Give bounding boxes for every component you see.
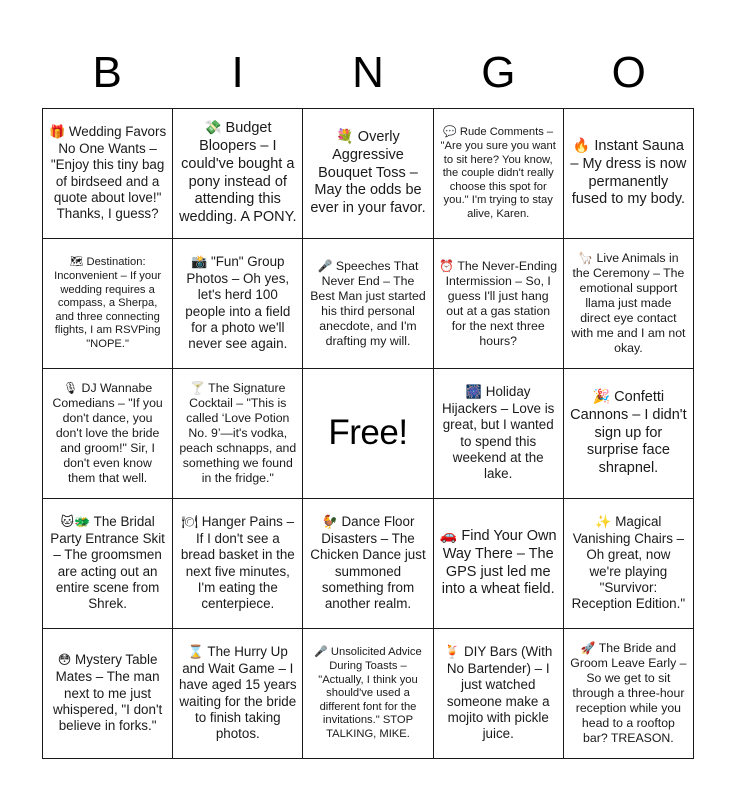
bingo-cell-text: 🎆 Holiday Hijackers – Love is great, but I wanted to spend this weekend at the lake. (442, 384, 555, 482)
bingo-cell-text: 🎙 DJ Wannabe Comedians – "If you don't dance, you don't love the bride and groom!" Sir, I don't even know them that well. (52, 381, 163, 485)
bingo-cell-text: 🎁 Wedding Favors No One Wants – "Enjoy this tiny bag of birdseed and a quote about love!" Thanks, I guess? (49, 124, 167, 222)
bingo-cell[interactable] (303, 239, 433, 369)
bingo-cell[interactable] (564, 239, 694, 369)
bingo-cell-text: 🗺 Destination: Inconvenient – If your wedding requires a compass, a Sherpa, and three connecting flights, I am RSVPing "NOPE." (54, 255, 162, 351)
header-letter-o: O (611, 48, 646, 97)
bingo-cell[interactable] (43, 239, 173, 369)
bingo-cell-text: 💸 Budget Bloopers – I could've bought a pony instead of attending this wedding. A PONY. (179, 120, 297, 225)
rocket-icon: 🚀 (580, 641, 596, 655)
bingo-cell-text: 🍸 The Signature Cocktail – "This is called ‘Love Potion No. 9’—it's vodka, peach schnapps, and something we found in the fridge." (179, 381, 297, 485)
hourglass-icon: ⌛ (187, 645, 204, 661)
bingo-cell[interactable] (434, 369, 564, 499)
gift-icon: 🎁 (49, 125, 66, 141)
bingo-cell-text: 🐓 Dance Floor Disasters – The Chicken Dance just summoned something from another realm. (310, 514, 426, 612)
microphone-icon: 🎤 (314, 645, 328, 659)
party-popper-icon: 🎉 (592, 389, 611, 406)
microphone-icon: 🎤 (317, 258, 333, 273)
bingo-grid (42, 108, 694, 759)
bingo-cell-text: ⏰ The Never-Ending Intermission – So, I guess I'll just hang out at a gas station for the next three hours? (439, 258, 558, 348)
bingo-cell[interactable] (303, 629, 433, 759)
bingo-cell-text: 💬 Rude Comments – "Are you sure you want to sit here? You know, the couple didn't really choose this spot for you." I'm trying to stay alive, Karen. (440, 125, 556, 221)
bingo-cell-text: 💐 Overly Aggressive Bouquet Toss – May the odds be ever in your favor. (310, 129, 426, 217)
header-letter-g: G (481, 48, 516, 97)
bingo-cell-text: ⌛ The Hurry Up and Wait Game – I have aged 15 years waiting for the bride to finish taking photos. (178, 644, 297, 742)
bingo-cell[interactable] (173, 109, 303, 239)
money-icon: 💸 (204, 120, 222, 137)
bingo-cell-text: 🎤 Speeches That Never End – The Best Man just started his third personal anecdote, and I'm drafting my will. (310, 258, 426, 348)
bingo-cell[interactable] (434, 109, 564, 239)
bingo-cell[interactable] (173, 239, 303, 369)
bingo-cell[interactable] (43, 629, 173, 759)
bingo-cell-text: 🎤 Unsolicited Advice During Toasts – "Actually, I think you should've used a different font for the invitations." STOP TALKING, MIKE. (314, 645, 422, 741)
bingo-cell[interactable] (43, 499, 173, 629)
bingo-cell[interactable] (564, 369, 694, 499)
bingo-cell-text: 🐱🐲 The Bridal Party Entrance Skit – The groomsmen are acting out an entire scene from Shrek. (50, 514, 165, 612)
cocktail-glass-icon: 🍸 (190, 381, 205, 395)
bingo-cell-text: 🍹 DIY Bars (With No Bartender) – I just watched someone make a mojito with pickle juice. (444, 644, 553, 742)
bingo-cell[interactable] (434, 239, 564, 369)
bingo-cell[interactable] (434, 629, 564, 759)
bingo-cell-text: 🦙 Live Animals in the Ceremony – The emotional support llama just made direct eye contact with me and I am not okay. (571, 251, 686, 355)
header-letter-n: N (352, 48, 384, 97)
bingo-cell[interactable] (43, 109, 173, 239)
speech-balloon-icon: 💬 (443, 125, 457, 139)
bingo-header (42, 38, 694, 108)
header-letter-i: I (231, 48, 244, 97)
sparkles-icon: ✨ (595, 515, 612, 531)
fireworks-icon: 🎆 (465, 385, 483, 401)
car-icon: 🚗 (439, 528, 458, 545)
bouquet-icon: 💐 (336, 129, 354, 146)
microphone-icon: 🎙 (63, 381, 79, 395)
bingo-cell-text: 🚗 Find Your Own Way There – The GPS just led me into a wheat field. (439, 528, 557, 598)
bingo-cell-text: 🎉 Confetti Cannons – I didn't sign up for surprise face shrapnel. (570, 389, 687, 477)
bingo-cell[interactable] (303, 109, 433, 239)
bingo-cell[interactable] (173, 629, 303, 759)
bingo-card (42, 38, 694, 759)
bingo-cell-text: 📸 "Fun" Group Photos – Oh yes, let's herd 100 people into a field for a photo we'll never see again. (185, 254, 291, 352)
llama-icon: 🦙 (578, 251, 594, 265)
bingo-cell-text: ✨ Magical Vanishing Chairs – Oh great, now we're playing "Survivor: Reception Edition." (571, 514, 686, 612)
bingo-cell-text: 🚀 The Bride and Groom Leave Early – So we get to sit through a three-hour reception while you head to a rooftop bar? TREASON. (570, 641, 687, 745)
cat-dragon-icon: 🐱🐲 (60, 515, 91, 531)
alarm-clock-icon: ⏰ (439, 258, 455, 273)
bingo-cell[interactable] (434, 499, 564, 629)
flushed-face-icon: 😳 (57, 653, 72, 669)
plate-icon: 🍽 (181, 515, 199, 531)
bingo-cell[interactable] (564, 499, 694, 629)
free-space-cell[interactable] (303, 369, 433, 499)
bingo-cell[interactable] (43, 369, 173, 499)
chicken-icon: 🐓 (321, 515, 338, 531)
bingo-cell-text: 🔥 Instant Sauna – My dress is now permanently fused to my body. (570, 138, 687, 208)
bingo-cell-text: 🍽 Hanger Pains – If I don't see a bread basket in the next five minutes, I'm eating the centerpiece. (180, 514, 295, 612)
bingo-cell[interactable] (564, 629, 694, 759)
camera-flash-icon: 📸 (191, 255, 208, 271)
bingo-cell[interactable] (564, 109, 694, 239)
bingo-cell[interactable] (173, 499, 303, 629)
fire-icon: 🔥 (572, 138, 591, 155)
header-letter-b: B (92, 48, 122, 97)
tropical-drink-icon: 🍹 (444, 645, 461, 661)
bingo-cell[interactable] (173, 369, 303, 499)
bingo-cell-text: 😳 Mystery Table Mates – The man next to me just whispered, "I don't believe in forks." (52, 652, 163, 734)
bingo-cell-text: Free! (328, 413, 408, 453)
bingo-cell[interactable] (303, 499, 433, 629)
map-icon: 🗺 (69, 255, 84, 269)
